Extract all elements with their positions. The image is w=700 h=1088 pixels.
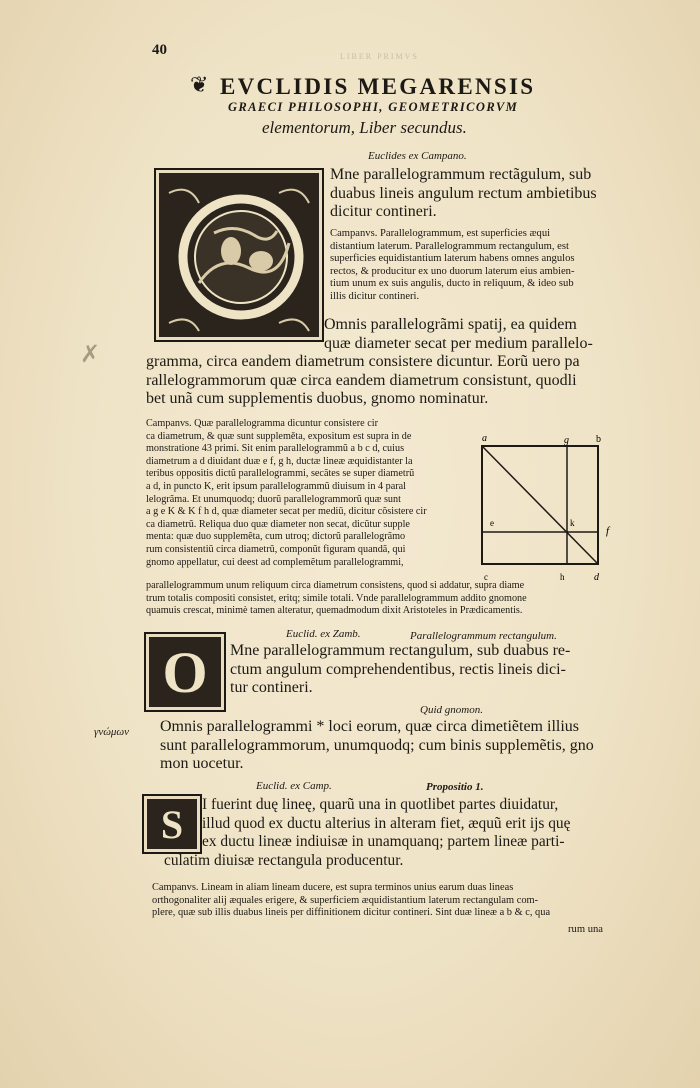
- section-heading: Parallelogrammum rectangulum.: [410, 630, 557, 642]
- figure-label: e: [490, 518, 494, 528]
- campanus-commentary-1: [330, 228, 630, 304]
- figure-label: d: [594, 572, 599, 583]
- text-line: Campanvs. Lineam in aliam lineam ducere, est supra terminos unius earum duas lineas: [152, 882, 514, 893]
- text-line: ex ductu lineæ indiuisæ in unamquanq; partem lineæ parti-: [202, 833, 565, 850]
- figure-label: f: [606, 525, 610, 537]
- ink-mark: ✗: [80, 342, 101, 368]
- proposition-1-text: [202, 796, 628, 852]
- text-line: parallelogrammum unum reliquum circa diametrum consistens, quod si addatur, supra diame: [146, 580, 525, 591]
- figure-label: a: [482, 433, 487, 444]
- text-line: a g e K & K f h d, quæ diameter secat per mediũ, dicitur cõsistere cir: [146, 506, 427, 518]
- initial-letter: S: [160, 801, 184, 847]
- text-line: rectos, & producitur ex uno duorum laterum eius ambien-: [330, 265, 575, 277]
- text-line: illis dicitur contineri.: [330, 290, 420, 302]
- figure-label: c: [484, 572, 488, 582]
- definition-2-text: [146, 316, 632, 409]
- section-heading: Quid gnomon.: [420, 704, 483, 716]
- text-line: rallelogrammorum quæ circa eandem diametrum consistunt, quodli: [146, 371, 577, 389]
- proposition-1-text-cont: [164, 852, 624, 871]
- figure-label: k: [570, 518, 575, 528]
- text-line: mon uocetur.: [160, 755, 244, 772]
- proposition-heading: Propositio 1.: [426, 781, 484, 793]
- text-line: superficies equidistantium laterum habens omnes angulos: [330, 253, 575, 265]
- figure-label: b: [596, 434, 601, 445]
- text-line: ctum angulum comprehendentibus, rectis lineis dici-: [230, 660, 566, 678]
- text-line: duabus lineis angulum rectum ambietibus: [330, 184, 597, 202]
- source-label: Euclides ex Campano.: [368, 150, 467, 162]
- text-line: monstratione 43 primi. Sit enim parallelogrammũ a b c d, cuius: [146, 443, 405, 455]
- gnomon-figure: [478, 430, 628, 586]
- text-line: quæ diameter secat per medium parallelo-: [324, 334, 593, 352]
- text-line: illud quod ex ductu alterius in alteram fiet, æquũ erit ijs quę: [202, 814, 571, 832]
- decorated-initial-o: [144, 632, 226, 712]
- text-line: Mne parallelogrammum rectãgulum, sub: [330, 166, 592, 183]
- text-line: plere, quæ sub illis duabus lineis per diffinitionem dicitur contineri. Sint duæ lineæ a b & c, qua: [152, 907, 551, 919]
- text-line: teribus oppositis dictũ parallelogrammi, secãtes se super diametrũ: [146, 468, 415, 480]
- text-line: ca diametrũ. Reliqua duo quæ diameter non secat, dicũtur supple: [146, 518, 410, 530]
- margin-note: γνώμων: [94, 726, 130, 738]
- text-line: trum totalis compositi consistet, eritq; simile totali. Vnde parallelogrammum addito gnomone: [146, 592, 527, 604]
- text-line: a d, in puncto K, erit ipsum parallelogrammũ diuisum in 4 paral: [146, 480, 407, 492]
- figure-label: h: [560, 572, 565, 582]
- definition-4-text: [146, 718, 626, 774]
- text-line: bet unã cum supplementis duobus, gnomo nominatur.: [146, 390, 489, 407]
- running-head: LIBER PRIMVS: [340, 52, 419, 61]
- definition-3-text: [230, 642, 626, 698]
- text-line: rum consistentiũ circa diametrũ, componũt figuram quandã, qui: [146, 543, 406, 555]
- page-title: EVCLIDIS MEGARENSIS: [220, 74, 536, 99]
- text-line: dicitur contineri.: [330, 203, 437, 220]
- decorated-initial-s: [142, 794, 202, 854]
- text-line: culatim diuisæ rectangula producentur.: [164, 852, 404, 869]
- page-subtitle: GRAECI PHILOSOPHI, GEOMETRICORVM: [228, 100, 519, 114]
- woodcut-ornament-icon: [159, 173, 319, 337]
- text-line: gnomo appellatur, cui deest ad complemẽtum parallelogrammi,: [146, 556, 404, 568]
- figure-label: g: [564, 435, 569, 446]
- text-line: Omnis parallelogrammi * loci eorum, quæ circa dimetiẽtem illius: [160, 718, 580, 735]
- source-label: Euclid. ex Zamb.: [286, 628, 361, 640]
- text-line: Omnis parallelogrãmi spatij, ea quidem: [324, 316, 577, 333]
- text-line: menta: quæ duo supplemẽta, cum utroq; dictorũ parallelogrãmo: [146, 531, 406, 543]
- text-line: gramma, circa eandem diametrum consistere dicuntur. Eorũ uero pa: [146, 353, 580, 370]
- campanus-commentary-3: [152, 882, 624, 920]
- fleuron-icon: ❦: [190, 72, 209, 97]
- text-line: quamuis crescat, minimè tamen alteratur, quemadmodum dixit Aristoteles in Prædicamentis.: [146, 605, 523, 617]
- source-label: Euclid. ex Camp.: [256, 780, 332, 792]
- initial-letter: O: [162, 639, 208, 705]
- page-subtitle-2: elementorum, Liber secundus.: [262, 118, 467, 137]
- text-line: orthogonaliter alij æquales erigere, & superficiem æquidistantium laterum rectangulam com-: [152, 894, 539, 906]
- text-line: I fuerint duę lineę, quarũ una in quotlibet partes diuidatur,: [202, 796, 559, 813]
- text-line: tur contineri.: [230, 679, 313, 696]
- text-line: diametrum a d diuidant duæ e f, g h, ductæ lineæ æquidistanter la: [146, 455, 413, 467]
- text-line: distantium laterum. Parallelogrammum rectangulum, est: [330, 240, 569, 252]
- campanus-commentary-2: [146, 418, 478, 569]
- text-line: Mne parallelogrammum rectangulum, sub duabus re-: [230, 642, 571, 659]
- definition-1-text: [330, 166, 630, 222]
- text-line: sunt parallelogrammorum, unumquodq; cum binis supplemẽtis, gno: [160, 736, 594, 754]
- catchword: rum una: [568, 924, 604, 935]
- text-line: ca diametrum, & quæ sunt suppleměta, expositum est supra in de: [146, 430, 412, 442]
- page-number: 40: [152, 42, 167, 58]
- text-line: Campanvs. Parallelogrammum, est superficies æqui: [330, 228, 551, 239]
- text-line: lelogrãma. Et unumquodq; duorũ parallelogrammorũ quæ sunt: [146, 493, 401, 505]
- text-line: Campanvs. Quæ parallelogramma dicuntur consistere cir: [146, 418, 378, 429]
- text-line: tium unum ex suis angulis, ducto in reliquum, & ideo sub: [330, 278, 574, 290]
